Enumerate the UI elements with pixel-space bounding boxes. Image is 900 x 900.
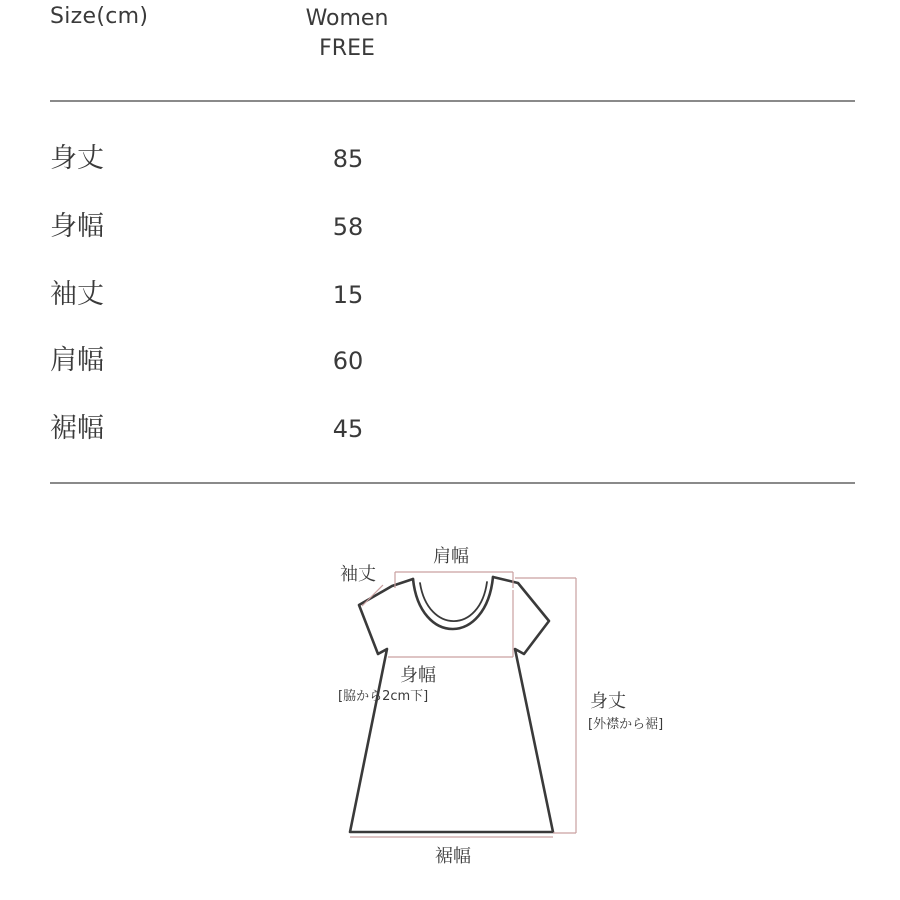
row-value: 85: [332, 145, 364, 173]
dress-outline: [350, 577, 553, 832]
body-width-label: 身幅: [400, 665, 436, 686]
cropped-note: [50, 884, 810, 900]
column-size-label: FREE: [319, 36, 375, 61]
size-header: Size(cm): [50, 4, 149, 29]
row-label: 身丈: [50, 143, 104, 174]
row-label: 肩幅: [50, 345, 104, 376]
row-label: 袖丈: [50, 279, 104, 310]
measure-lines: [350, 572, 576, 837]
table-top-divider: [50, 100, 855, 102]
row-value: 58: [332, 213, 364, 241]
table-row: [50, 275, 450, 315]
length-label: 身丈: [590, 691, 626, 712]
table-row: [50, 341, 450, 381]
length-note: [外襟から裾]: [588, 717, 664, 732]
table-row: [50, 139, 450, 179]
row-value: 45: [332, 415, 364, 443]
column-group-label: Women: [305, 6, 389, 31]
size-column-header: [297, 4, 397, 64]
shoulder-label: 肩幅: [433, 546, 469, 567]
row-label: 身幅: [50, 211, 104, 242]
sleeve-label: 袖丈: [340, 564, 376, 585]
table-bottom-divider: [50, 482, 855, 484]
row-value: 15: [332, 281, 364, 309]
table-row: [50, 409, 450, 449]
neckline-inner: [420, 582, 487, 621]
body-width-note: [脇から2cm下]: [338, 689, 429, 704]
row-value: 60: [332, 347, 364, 375]
neckline-outer: [413, 577, 493, 629]
table-row: [50, 207, 450, 247]
row-label: 裾幅: [50, 413, 104, 444]
hem-label: 裾幅: [435, 846, 471, 867]
